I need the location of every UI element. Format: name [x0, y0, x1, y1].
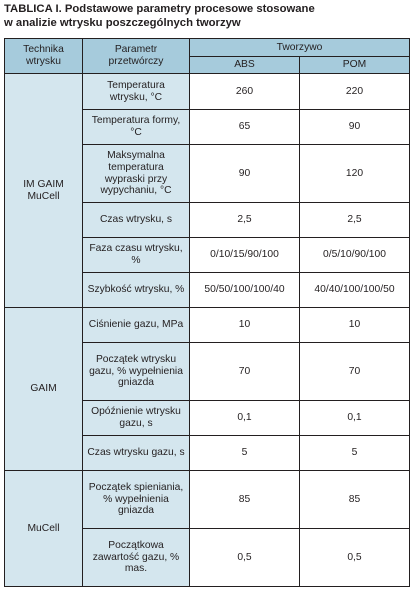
- parameter-cell: Początkowa zawartość gazu, % mas.: [83, 529, 190, 587]
- parameter-cell: Początek spieniania, % wypełnienia gniazda: [83, 471, 190, 529]
- pom-value: 40/40/100/100/50: [300, 273, 410, 308]
- table-row: [5, 471, 410, 529]
- pom-value: 0,1: [300, 401, 410, 436]
- table-row: [5, 308, 410, 343]
- abs-value: 260: [190, 74, 300, 110]
- caption-line-1: TABLICA I. Podstawowe parametry procesowe stosowane: [4, 3, 315, 15]
- parameter-cell: Szybkość wtrysku, %: [83, 273, 190, 308]
- parameter-cell: Faza czasu wtrysku, %: [83, 238, 190, 273]
- abs-value: 0,5: [190, 529, 300, 587]
- pom-value: 220: [300, 74, 410, 110]
- caption-line-2: w analizie wtrysku poszczególnych tworzyw: [4, 16, 241, 29]
- parameter-cell: Temperatura wtrysku, °C: [83, 74, 190, 110]
- pom-value: 0,5: [300, 529, 410, 587]
- abs-value: 85: [190, 471, 300, 529]
- abs-value: 50/50/100/100/40: [190, 273, 300, 308]
- pom-value: 0/5/10/90/100: [300, 238, 410, 273]
- process-parameters-table: [4, 38, 410, 587]
- pom-value: 120: [300, 145, 410, 203]
- abs-value: 5: [190, 436, 300, 471]
- pom-value: 2,5: [300, 203, 410, 238]
- abs-value: 65: [190, 110, 300, 145]
- table-caption: [4, 3, 409, 30]
- parameter-cell: Temperatura formy, °C: [83, 110, 190, 145]
- abs-value: 0/10/15/90/100: [190, 238, 300, 273]
- table-row: [5, 74, 410, 110]
- parameter-cell: Początek wtrysku gazu, % wypełnienia gniazda: [83, 343, 190, 401]
- abs-value: 2,5: [190, 203, 300, 238]
- parameter-cell: Czas wtrysku gazu, s: [83, 436, 190, 471]
- parameter-cell: Czas wtrysku, s: [83, 203, 190, 238]
- pom-value: 90: [300, 110, 410, 145]
- abs-value: 10: [190, 308, 300, 343]
- header-technique: Technika wtrysku: [5, 39, 83, 74]
- pom-value: 10: [300, 308, 410, 343]
- group-technique-gaim: GAIM: [5, 308, 83, 471]
- parameter-cell: Ciśnienie gazu, MPa: [83, 308, 190, 343]
- pom-value: 5: [300, 436, 410, 471]
- abs-value: 0,1: [190, 401, 300, 436]
- group-technique-im-gaim-mucell: IM GAIM MuCell: [5, 74, 83, 308]
- header-material: Tworzywo: [190, 39, 410, 57]
- parameter-cell: Opóźnienie wtrysku gazu, s: [83, 401, 190, 436]
- header-parameter: Parametr przetwórczy: [83, 39, 190, 74]
- pom-value: 70: [300, 343, 410, 401]
- abs-value: 70: [190, 343, 300, 401]
- header-abs: ABS: [190, 57, 300, 74]
- parameter-cell: Maksymalna temperatura wypraski przy wypychaniu, °C: [83, 145, 190, 203]
- group-technique-mucell: MuCell: [5, 471, 83, 587]
- header-pom: POM: [300, 57, 410, 74]
- abs-value: 90: [190, 145, 300, 203]
- pom-value: 85: [300, 471, 410, 529]
